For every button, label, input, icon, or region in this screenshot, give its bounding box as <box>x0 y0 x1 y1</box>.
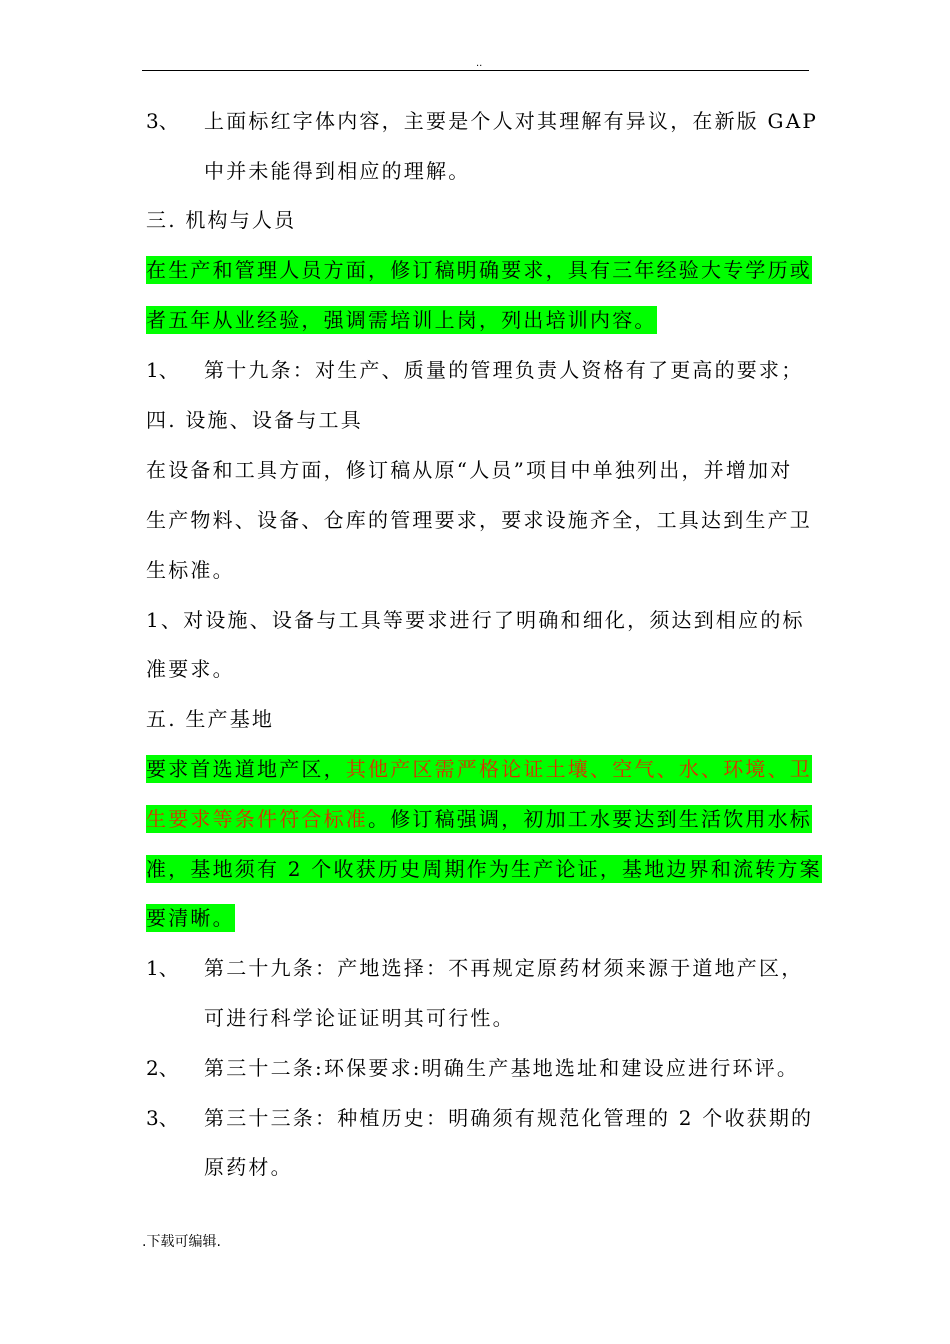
section-5-item-3 <box>146 1103 813 1133</box>
highlight-red-text: 生要求等条件符合标准 <box>146 807 368 831</box>
highlight-red-text: 其他产区需严格论证土壤、空气、水、环境、卫 <box>345 757 813 781</box>
highlight-text: 在生产和管理人员方面，修订稿明确要求，具有三年经验大专学历或 <box>146 258 812 282</box>
item-3-line <box>146 106 818 136</box>
section-4-item-1-line-1: 1、对设施、设备与工具等要求进行了明确和细化，须达到相应的标 <box>146 608 805 632</box>
item-text: 上面标红字体内容，主要是个人对其理解有异议，在新版 GAP <box>204 109 819 133</box>
section-5-item-1-continuation: 可进行科学论证证明其可行性。 <box>204 1006 515 1030</box>
footer-text: .下载可编辑. <box>142 1234 221 1250</box>
highlight-text: 准，基地须有 2 个收获历史周期作为生产论证，基地边界和流转方案 <box>146 857 822 881</box>
highlight-text: 要求首选道地产区， <box>146 757 346 781</box>
section-5-highlight-line-4 <box>146 903 235 933</box>
section-5-title: 五. 生产基地 <box>146 707 275 731</box>
item-number: 2、 <box>146 1056 179 1080</box>
item-text: 第三十三条：种植历史：明确须有规范化管理的 2 个收获期的 <box>204 1106 814 1130</box>
item-number: 1、 <box>146 358 179 382</box>
section-3-title: 三. 机构与人员 <box>146 208 297 232</box>
section-5-highlight-line-1 <box>146 754 812 784</box>
highlight-text: 要清晰。 <box>146 906 235 930</box>
highlight-text: 。修订稿强调，初加工水要达到生活饮用水标 <box>368 807 812 831</box>
section-3-highlight-line-2 <box>146 305 657 335</box>
section-5-highlight-line-3 <box>146 854 822 884</box>
header-rule <box>142 70 809 71</box>
header-mark: .. <box>476 58 483 69</box>
section-4-paragraph-line-3: 生标准。 <box>146 558 235 582</box>
item-text: 第三十二条:环保要求:明确生产基地选址和建设应进行环评。 <box>204 1056 800 1080</box>
item-3-continuation: 中并未能得到相应的理解。 <box>204 159 471 183</box>
item-number: 3、 <box>146 1106 179 1130</box>
section-4-paragraph-line-2: 生产物料、设备、仓库的管理要求，要求设施齐全，工具达到生产卫 <box>146 508 812 532</box>
section-5-item-3-continuation: 原药材。 <box>204 1155 293 1179</box>
section-4-title: 四. 设施、设备与工具 <box>146 408 363 432</box>
section-4-item-1-line-2: 准要求。 <box>146 657 235 681</box>
item-number: 1、 <box>146 956 179 980</box>
item-text: 第十九条：对生产、质量的管理负责人资格有了更高的要求； <box>204 358 804 382</box>
section-5-highlight-line-2 <box>146 804 812 834</box>
section-3-item-1 <box>146 355 803 385</box>
item-number: 3、 <box>146 109 179 133</box>
item-text: 第二十九条：产地选择：不再规定原药材须来源于道地产区， <box>204 956 804 980</box>
section-3-highlight-line-1 <box>146 255 812 285</box>
highlight-text: 者五年从业经验，强调需培训上岗，列出培训内容。 <box>146 308 657 332</box>
section-5-item-2 <box>146 1053 799 1083</box>
section-5-item-1 <box>146 953 803 983</box>
section-4-paragraph-line-1: 在设备和工具方面，修订稿从原“人员”项目中单独列出，并增加对 <box>146 458 793 482</box>
